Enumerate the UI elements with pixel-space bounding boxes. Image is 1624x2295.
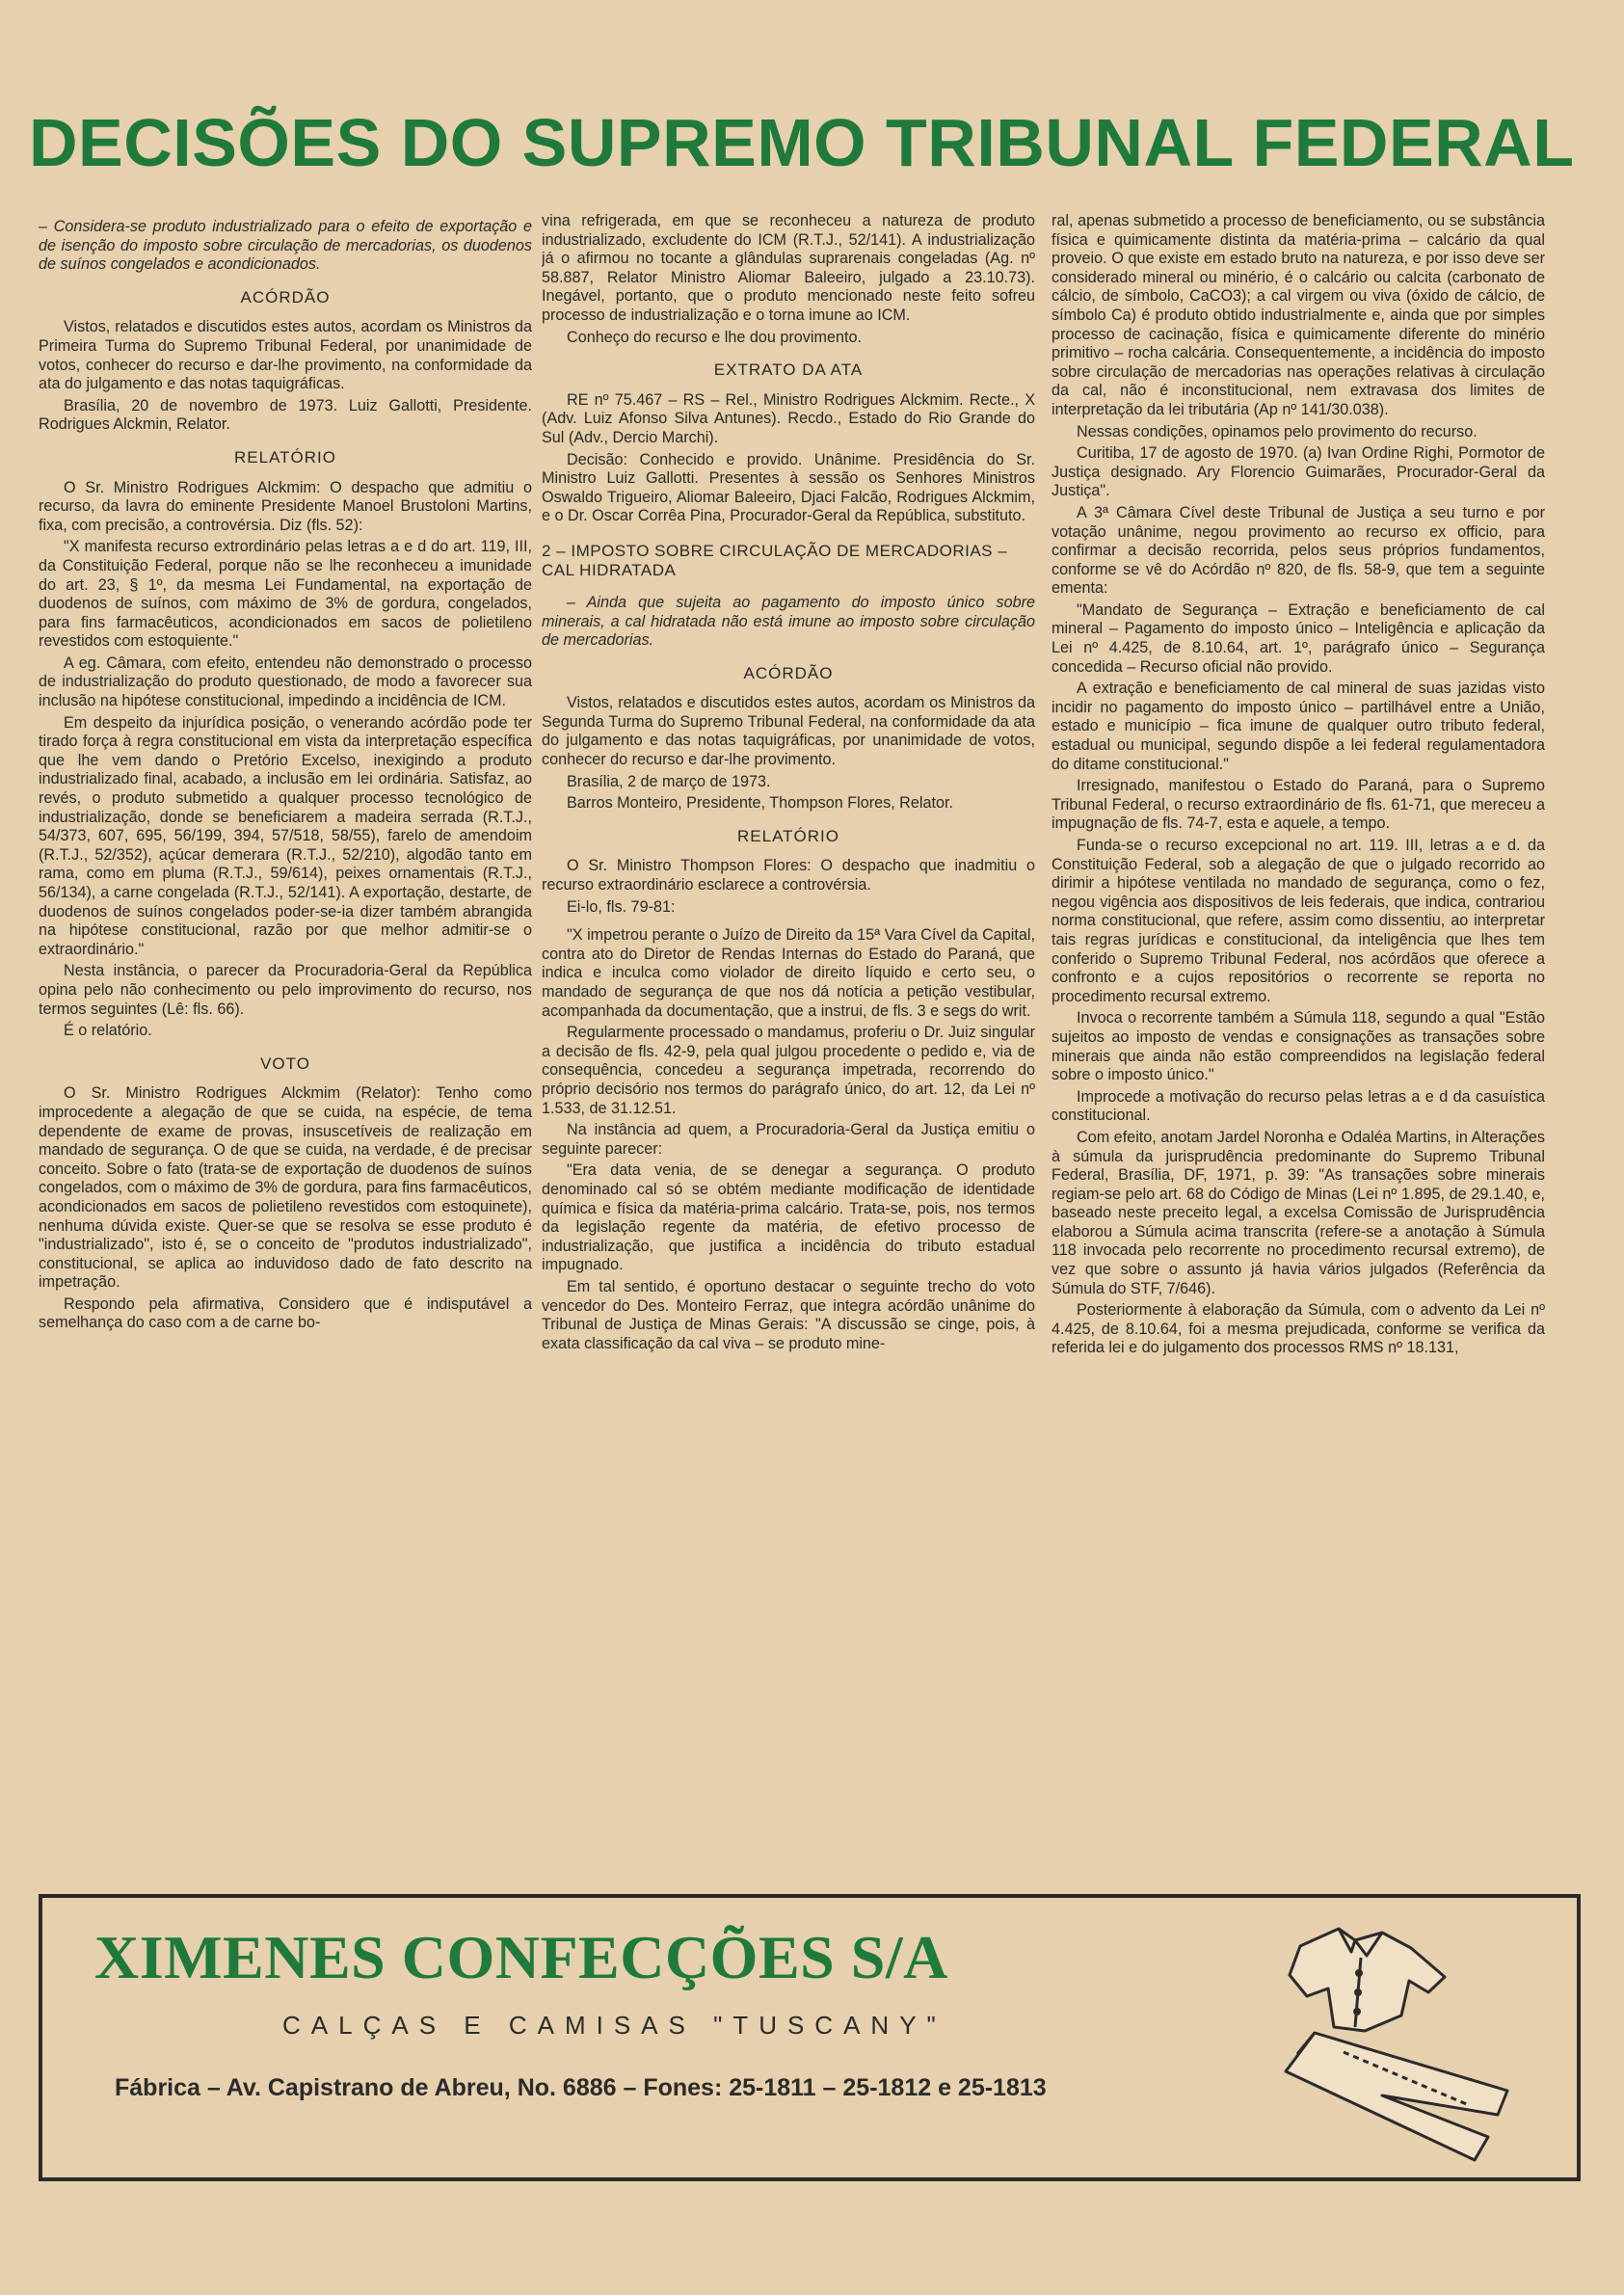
column-left xyxy=(39,212,532,1899)
page-title: DECISÕES DO SUPREMO TRIBUNAL FEDERAL xyxy=(29,105,1575,180)
ementa: – Ainda que sujeita ao pagamento do imposto único sobre minerais, a cal hidratada não está imune ao imposto sobre circulação de mercadorias. xyxy=(542,593,1035,650)
paragraph: A 3ª Câmara Cível deste Tribunal de Justiça a seu turno e por votação unânime, negou provimento ao recurso ex officio, para confirmar a decisão recorrida, pelos seus próprios fundamentos, conforme se vê do Acórdão nº 820, de fls. 58-9, que tem a seguinte ementa: xyxy=(1052,503,1545,598)
paragraph: ral, apenas submetido a processo de beneficiamento, ou se substância física e quimicamente distinta da matéria-prima – calcário da qual proveio. O que existe em estado bruto na natureza, e por isso deve ser considerado mineral ou minério, é o calcário ou calcita (carbonato de cálcio, de símbolo, CaCO3); a cal virgem ou viva (óxido de cálcio, de símbolo Ca) é produto obtido industrialmente e, ainda que por simples processo de cacinação, física e quimicamente diferente do minério primitivo – rocha calcária. Consequentemente, a incidência do imposto sobre circulação de mercadorias nas operações relativas à circulação da cal, não é inconstitucional, nem extravasa dos limites de interpretação da lei tributária (Ap nº 141/30.038). xyxy=(1052,212,1545,418)
paragraph: Nessas condições, opinamos pelo provimento do recurso. xyxy=(1077,422,1478,440)
shirt-and-trousers-icon xyxy=(1247,1908,1536,2168)
section-heading-acordao: ACÓRDÃO xyxy=(743,663,834,682)
paragraph: Respondo pela afirmativa, Considero que é indisputável a semelhança do caso com a de carne bo- xyxy=(39,1294,532,1332)
quote-paragraph: "X impetrou perante o Juízo de Direito da 15ª Vara Cível da Capital, contra ato do Diretor de Rendas Internas do Estado do Paraná, que indica e inculca como violador de direito líquido e certo seu, o mandado de segurança de que nos dá notícia a petição vestibular, acompanhada da documentação, que a instrui, de fls. 3 e segs do writ. xyxy=(542,926,1035,1020)
paragraph: Com efeito, anotam Jardel Noronha e Odaléa Martins, in Alterações à súmula da jurisprudência predominante do Supremo Tribunal Federal, Brasília, DF, 1971, p. 39: "As transações sobre minerais regiam-se pelo art. 68 do Código de Minas (Lei nº 1.895, de 29.1.40, e, baseado neste preceito legal, a excelsa Comissão de Jurisprudência elaborou a Súmula acima transcrita (refere-se a anotação à Súmula 118 invocada pelo recorrente no procedimento recursal extremo), de vez que sobre o assunto já havia vários julgados (Referência da Súmula do STF, 7/646). xyxy=(1052,1128,1545,1297)
paragraph: Na instância ad quem, a Procuradoria-Geral da Justiça emitiu o seguinte parecer: xyxy=(542,1121,1035,1158)
paragraph: Conheço do recurso e lhe dou provimento. xyxy=(567,328,862,346)
section-heading-relatorio: RELATÓRIO xyxy=(737,826,839,845)
paragraph: Decisão: Conhecido e provido. Unânime. Presidência do Sr. Ministro Luiz Gallotti. Presentes à sessão os Senhores Ministros Oswaldo Trigueiro, Aliomar Baleeiro, Djaci Falcão, Rodrigues Alckmim, e o Dr. Oscar Corrêa Pina, Procurador-Geral da República, substituto. xyxy=(542,450,1035,525)
paragraph: Vistos, relatados e discutidos estes autos, acordam os Ministros da Segunda Turma do Supremo Tribunal Federal, na conformidade da ata do julgamento e das notas taquigráficas, por unanimidade de votos, conhecer do recurso e dar-lhe provimento. xyxy=(542,694,1035,769)
advertisement xyxy=(39,1894,1581,2181)
paragraph: A extração e beneficiamento de cal mineral de suas jazidas visto incidir no pagamento do imposto único – partilhável entre a União, estado e município – fica imune de qualquer outro tributo federal, estadual ou municipal, segundo dispõe a lei federal regulamentadora do ditame constitucional." xyxy=(1052,680,1545,773)
paragraph: vina refrigerada, em que se reconheceu a natureza de produto industrializado, excludente do ICM (R.T.J., 52/141). A industrialização já o afirmou no tocante a glândulas suprarenais congeladas (Ag. nº 58.887, Relator Ministro Aliomar Baleeiro, julgado a 23.10.73). Inegável, portanto, que o produto mencionado neste feito sofreu processo de industrialização e o torna imune ao ICM. xyxy=(542,212,1035,324)
paragraph: Brasília, 20 de novembro de 1973. Luiz Gallotti, Presidente. Rodrigues Alckmin, Relator. xyxy=(39,396,532,434)
paragraph: Improcede a motivação do recurso pelas letras a e d da casuística constitucional. xyxy=(1052,1087,1545,1125)
paragraph: Brasília, 2 de março de 1973. xyxy=(567,772,771,790)
paragraph: Posteriormente à elaboração da Súmula, com o advento da Lei nº 4.425, de 8.10.64, foi a mesma prejudicada, conforme se verifica da referida lei e do julgamento dos processos RMS nº 18.131, xyxy=(1052,1301,1545,1357)
paragraph: A eg. Câmara, com efeito, entendeu não demonstrado o processo de industrialização do produto questionado, de modo a favorecer sua inclusão na hipótese constitucional, impedindo a incidência de ICM. xyxy=(39,654,532,710)
paragraph: Funda-se o recurso excepcional no art. 119. III, letras a e d. da Constituição Federal, sob a alegação de que o julgado recorrido ao dirimir a hipótese ventilada no mandado de segurança, como o fez, negou vigência aos dispositivos de leis federais, que indica, contrariou norma constitucional, que refere, assim como dissentiu, ao interpretar tais regras jurídicas e constitucional, da inteligência que lhes tem conferido o Supremo Tribunal Federal, nos acórdãos que oferece a confronto e a cujos repositórios o recorrente se reporta no procedimento recursal extremo. xyxy=(1052,837,1545,1005)
paragraph: Curitiba, 17 de agosto de 1970. (a) Ivan Ordine Righi, Pormotor de Justiça designado. Ary Florencio Guimarães, Procurador-Geral da Justiça". xyxy=(1052,444,1545,500)
paragraph: RE nº 75.467 – RS – Rel., Ministro Rodrigues Alckmim. Recte., X (Adv. Luiz Afonso Silva Antunes). Recdo., Estado do Rio Grande do Sul (Adv., Dercio Marchi). xyxy=(542,390,1035,446)
paragraph: É o relatório. xyxy=(64,1022,152,1040)
quote-paragraph: "Era data venia, de se denegar a segurança. O produto denominado cal só se obtém mediante modificação de identidade química e física da matéria-prima calcário. Trata-se, pois, nos termos da legislação regente da matéria, de efetivo processo de industrialização, que justifica a incidência do tributo estadual impugnado. xyxy=(542,1161,1035,1274)
paragraph: Ei-lo, fls. 79-81: xyxy=(567,897,676,916)
paragraph: Vistos, relatados e discutidos estes autos, acordam os Ministros da Primeira Turma do Supremo Tribunal Federal, por unanimidade de votos, conhecer do recurso e dar-lhe provimento, na conformidade da ata do julgamento e das notas taquigráficas. xyxy=(39,318,532,393)
paragraph: Em tal sentido, é oportuno destacar o seguinte trecho do voto vencedor do Des. Monteiro Ferraz, que integra acórdão unânime do Tribunal de Justiça de Minas Gerais: "A discussão se cinge, pois, à exata classificação da cal viva – se produto mine- xyxy=(542,1277,1035,1352)
paragraph: Regularmente processado o mandamus, proferiu o Dr. Juiz singular a decisão de fls. 42-9, pela qual julgou procedente o pedido e, via de consequência, concedeu a segurança impetrada, recorrendo do próprio decisório nos termos do parágrafo único, do art. 12, da Lei nº 1.533, de 31.12.51. xyxy=(542,1024,1035,1117)
section-heading-relatorio: RELATÓRIO xyxy=(234,447,336,467)
column-middle xyxy=(542,212,1035,1899)
quote-paragraph: "X manifesta recurso extrordinário pelas letras a e d do art. 119, III, da Constituição Federal, porque não se lhe reconheceu a imunidade do art. 23, § 1º, da mesma Lei Fundamental, na exportação de duodenos de suínos, com máximo de 3% de gordura, congelados, para fins farmacêuticos, acondicionados em sacos de polietileno revestidos com estoquiente." xyxy=(39,538,532,651)
paragraph: O Sr. Ministro Rodrigues Alckmim: O despacho que admitiu o recurso, da lavra do eminente Presidente Manoel Brustoloni Martins, fixa, com precisão, a controvérsia. Diz (fls. 52): xyxy=(39,478,532,534)
section-heading-extrato: EXTRATO DA ATA xyxy=(713,360,864,380)
ementa: – Considera-se produto industrializado para o efeito de exportação e de isenção do imposto sobre circulação de mercadorias, os duodenos de suínos congelados e acondicionados. xyxy=(39,218,532,274)
paragraph: O Sr. Ministro Thompson Flores: O despacho que inadmitiu o recurso extraordinário esclarece a controvérsia. xyxy=(542,857,1035,894)
ad-tagline: CALÇAS E CAMISAS "TUSCANY" xyxy=(282,2011,946,2040)
quote-paragraph: "Mandato de Segurança – Extração e beneficiamento de cal mineral – Pagamento do imposto único – Inteligência e aplicação da Lei nº 4.425, de 8.10.64, art. 1º, parágrafo único – Segurança concedida – Recurso oficial não provido. xyxy=(1052,600,1545,676)
paragraph: Em despeito da injurídica posição, o venerando acórdão pode ter tirado força à regra constitucional em vista da interpretação específica que lhe vem dando o Pretório Excelso, inexigindo a produto industrializado final, acabado, a inclusão em lei ordinária. Satisfaz, ao revés, o produto submetido a qualquer processo tecnológico de industrialização, donde se beneficiarem a madeira serrada (R.T.J., 54/373, 607, 695, 56/199, 394, 57/518, 58/55), farelo de amendoim (R.T.J., 52/352), açúcar demerara (R.T.J., 52/210), algodão tanto em rama, como em pluma (R.T.J., 59/614), peixes ornamentais (R.T.J., 56/134), a carne congelada (R.T.J., 52/141). A exportação, destarte, de duodenos de suínos congelados poder-se-ia dizer também abrangida na hipótese constitucional, razão por que melhor admitir-se o extraordinário." xyxy=(39,713,532,958)
paragraph: Barros Monteiro, Presidente, Thompson Flores, Relator. xyxy=(567,794,953,813)
ad-address: Fábrica – Av. Capistrano de Abreu, No. 6886 – Fones: 25-1811 – 25-1812 e 25-1813 xyxy=(115,2074,1047,2101)
column-right xyxy=(1052,212,1545,1899)
section-heading-acordao: ACÓRDÃO xyxy=(240,287,331,307)
paragraph: Nesta instância, o parecer da Procuradoria-Geral da República opina pelo não conhecimento ou pelo improvimento do recurso, nos termos seguintes (Lê: fls. 66). xyxy=(39,962,532,1018)
section-heading-cal-hidratada: 2 – IMPOSTO SOBRE CIRCULAÇÃO DE MERCADORIAS – CAL HIDRATADA xyxy=(542,541,1008,579)
paragraph: O Sr. Ministro Rodrigues Alckmim (Relator): Tenho como improcedente a alegação de que se cuida, na espécie, de tema dependente de exame de provas, insuscetíveis de realização em mandado de segurança. O de que se cuida, na verdade, é de precisar conceito. Sobre o fato (trata-se de exportação de duodenos de suínos congelados, com o máximo de 3% de gordura, para fins farmacêuticos, acondicionados em sacos de polietileno revestidos com estoquinete), nenhuma dúvida existe. Quer-se que se resolva se esse produto é "industrializado", isto é, se o conceito de "produtos industrializado", constitucional, se aplica ao induvidoso dado de fato descrito na impetração. xyxy=(39,1084,532,1292)
ad-company-name: XIMENES CONFECÇÕES S/A xyxy=(94,1923,948,1991)
paragraph: Irresignado, manifestou o Estado do Paraná, para o Supremo Tribunal Federal, o recurso extraordinário de fls. 61-71, que mereceu a impugnação de fls. 74-7, esta e aquele, a tempo. xyxy=(1052,777,1545,833)
paragraph: Invoca o recorrente também a Súmula 118, segundo a qual "Estão sujeitos ao imposto de vendas e consignações as transações sobre minerais que ainda não estão compreendidos na legislação federal sobre o imposto único." xyxy=(1052,1009,1545,1084)
section-heading-voto: VOTO xyxy=(260,1054,310,1073)
